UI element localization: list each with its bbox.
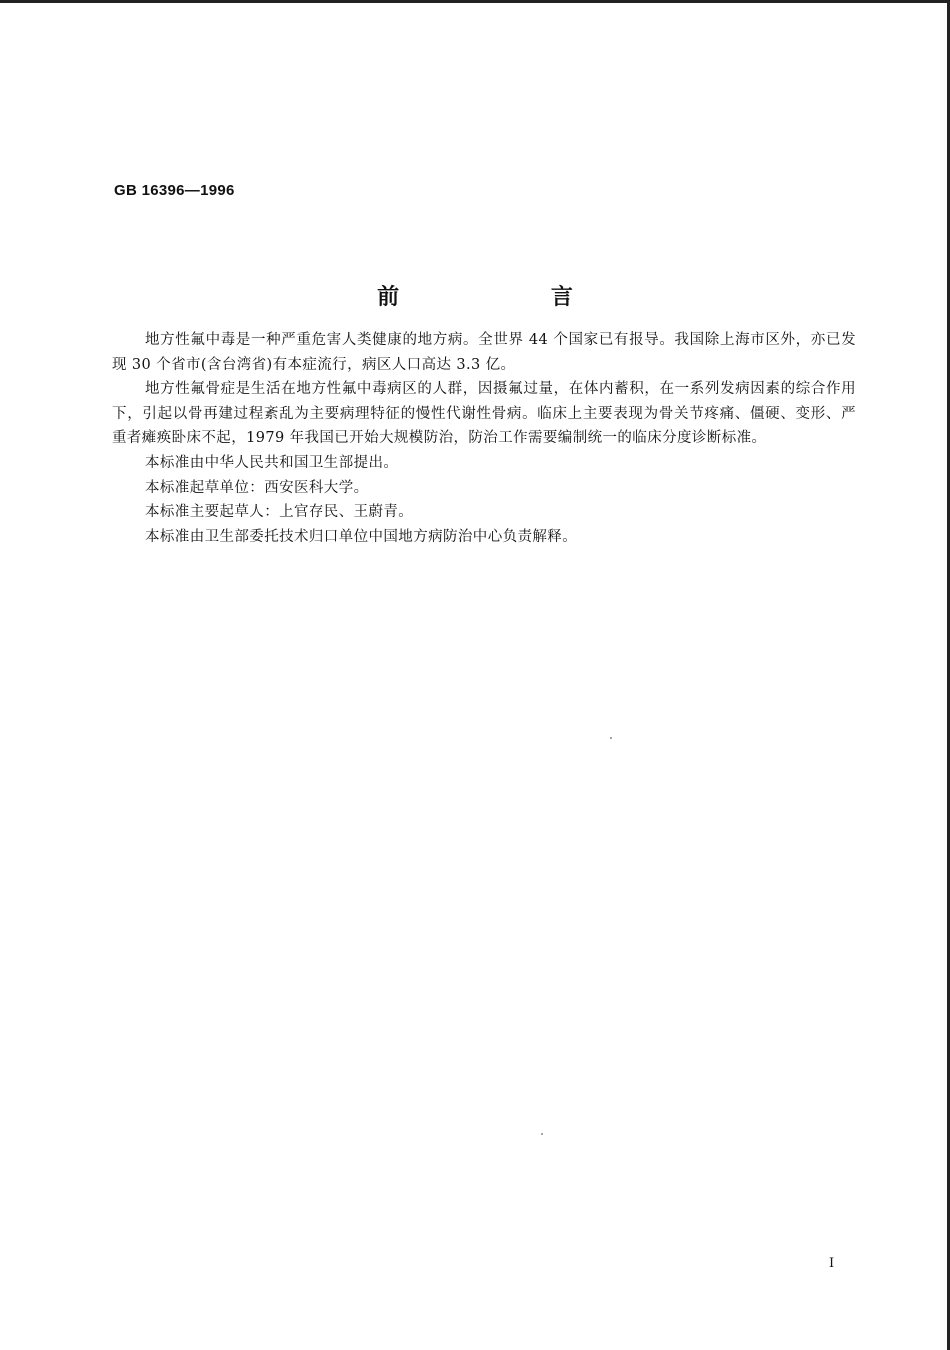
paragraph: 地方性氟骨症是生活在地方性氟中毒病区的人群，因摄氟过量，在体内蓄积，在一系列发病因素的综合作用下，引起以骨再建过程紊乱为主要病理特征的慢性代谢性骨病。临床上主要表现为骨关节疼痛、僵硬、变形、严重者瘫痪卧床不起，1979 年我国已开始大规模防治，防治工作需要编制统一的临床分度诊断标准。 [112, 381, 856, 447]
standard-code: GB 16396—1996 [114, 182, 235, 199]
paragraph: 本标准由中华人民共和国卫生部提出。 [145, 454, 399, 471]
page-number: I [829, 1256, 835, 1271]
paragraph: 地方性氟中毒是一种严重危害人类健康的地方病。全世界 44 个国家已有报导。我国除上海市区外，亦已发现 30 个省市(含台湾省)有本症流行，病区人口高达 3.3 亿。 [112, 332, 856, 373]
paragraph: 本标准主要起草人：上官存民、王蔚青。 [145, 504, 414, 521]
paragraph: 本标准由卫生部委托技术归口单位中国地方病防治中心负责解释。 [145, 528, 578, 545]
paragraph: 本标准起草单位：西安医科大学。 [145, 479, 369, 496]
scan-speck [610, 737, 612, 739]
scan-speck [541, 1133, 543, 1135]
scan-edge-top [0, 0, 950, 3]
foreword-body [112, 328, 856, 549]
page-title: 前 言 [377, 285, 645, 310]
